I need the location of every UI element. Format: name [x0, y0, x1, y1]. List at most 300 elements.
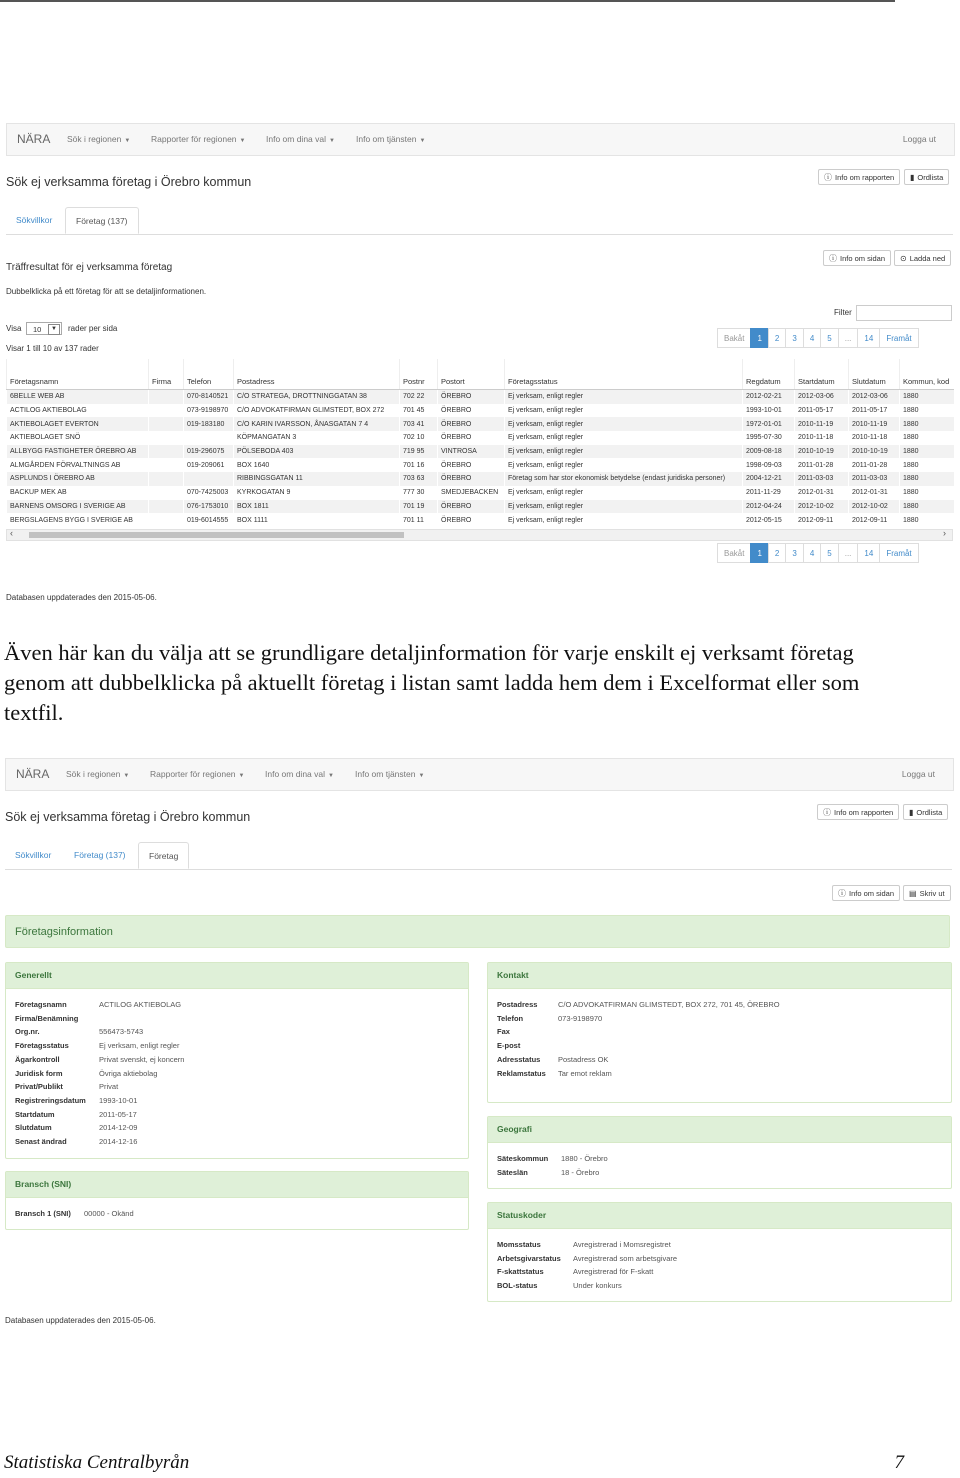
screenshot-company-detail — [5, 758, 953, 1330]
table-cell: 701 16 — [400, 458, 438, 472]
detail-row — [15, 1082, 455, 1092]
table-cell: 1880 — [900, 404, 954, 418]
table-row[interactable] — [7, 417, 954, 431]
table-cell: 2012-04-24 — [743, 500, 795, 514]
double-click-hint: Dubbelklicka på ett företag för att se detaljinformationen. — [6, 287, 207, 296]
download-icon: ⊙ — [900, 254, 907, 263]
table-cell: 701 45 — [400, 404, 438, 418]
book-icon: ▮ — [909, 808, 914, 817]
glossary-button[interactable]: ▮ Ordlista — [904, 169, 949, 185]
detail-label: Postadress — [497, 1000, 538, 1009]
col-firm[interactable]: Firma — [149, 359, 184, 390]
table-cell: 073-9198970 — [184, 404, 234, 418]
caret-down-icon: ▼ — [419, 138, 426, 144]
detail-value: 2011-05-17 — [99, 1109, 137, 1119]
table-cell: 1993-10-01 — [743, 404, 795, 418]
table-cell: Ej verksam, enligt regler — [505, 404, 743, 418]
detail-row — [15, 1123, 455, 1133]
detail-label: F-skattstatus — [497, 1267, 544, 1277]
table-row[interactable] — [7, 472, 954, 486]
scrollbar-thumb[interactable] — [29, 532, 404, 538]
info-report-button[interactable]: ⓘ Info om rapporten — [817, 804, 899, 820]
chevron-down-icon: ▼ — [48, 324, 60, 335]
page-2[interactable]: 2 — [768, 328, 786, 348]
table-cell: 1972-01-01 — [743, 417, 795, 431]
detail-row — [15, 1055, 455, 1065]
logout-link[interactable]: Logga ut — [901, 769, 935, 779]
table-row[interactable] — [7, 500, 954, 514]
table-cell: ALMGÅRDEN FÖRVALTNINGS AB — [7, 458, 149, 472]
table-cell: KYRKOGATAN 9 — [234, 486, 400, 500]
footer-organization: Statistiska Centralbyrån — [4, 1452, 190, 1473]
table-cell: 1880 — [900, 513, 954, 527]
table-cell: 2012-10-02 — [849, 500, 900, 514]
detail-value: Privat — [99, 1082, 119, 1092]
table-cell: BOX 1111 — [234, 513, 400, 527]
nav-service-info[interactable]: Info om tjänsten ▼ — [356, 134, 426, 144]
table-cell: ÖREBRO — [438, 500, 505, 514]
tab-bar — [5, 842, 952, 870]
table-cell: KÖPMANGATAN 3 — [234, 431, 400, 445]
col-address[interactable]: Postadress — [234, 359, 400, 390]
tab-companies[interactable]: Företag (137) — [74, 850, 126, 860]
detail-value: Under konkurs — [573, 1281, 622, 1291]
table-cell: 2011-05-17 — [849, 404, 900, 418]
rows-per-page-select[interactable]: 10 ▼ — [26, 322, 62, 335]
table-cell: 019-183180 — [184, 417, 234, 431]
panel-industry-title: Bransch (SNI) — [6, 1172, 468, 1198]
detail-label: BOL-status — [497, 1281, 538, 1291]
page-1[interactable]: 1 — [750, 543, 768, 563]
chevron-left-icon[interactable]: ‹ — [10, 528, 13, 538]
logout-link[interactable]: Logga ut — [902, 134, 936, 144]
table-cell: 2012-09-11 — [795, 513, 849, 527]
table-row[interactable] — [7, 445, 954, 459]
results-title: Träffresultat för ej verksamma företag — [6, 262, 173, 273]
table-cell: 2011-03-03 — [849, 472, 900, 486]
detail-row — [497, 1027, 937, 1037]
detail-label: Firma/Benämning — [15, 1013, 79, 1023]
table-cell: 719 95 — [400, 445, 438, 459]
detail-row — [15, 1041, 455, 1051]
table-cell: 701 11 — [400, 513, 438, 527]
table-cell: BOX 1640 — [234, 458, 400, 472]
table-cell: 701 19 — [400, 500, 438, 514]
detail-value: 00000 - Okänd — [84, 1209, 134, 1218]
col-reg-date[interactable]: Regdatum — [743, 359, 795, 390]
table-cell: Företag som har stor ekonomisk betydelse (endast juridiska personer) — [505, 472, 743, 486]
table-row[interactable] — [7, 404, 954, 418]
tab-search-criteria[interactable]: Sökvillkor — [16, 215, 53, 225]
table-cell — [149, 390, 184, 404]
nav-search-region[interactable]: Sök i regionen ▼ — [67, 134, 131, 144]
brand-logo[interactable]: NÄRA — [17, 132, 51, 146]
table-cell: 2011-03-03 — [795, 472, 849, 486]
tab-search-criteria[interactable]: Sökvillkor — [15, 850, 52, 860]
detail-label: Privat/Publikt — [15, 1082, 63, 1092]
page-4[interactable]: 4 — [803, 328, 821, 348]
table-row[interactable] — [7, 486, 954, 500]
page-14[interactable]: 14 — [857, 543, 880, 563]
glossary-button[interactable]: ▮ Ordlista — [903, 804, 948, 820]
company-info-header: Företagsinformation — [5, 915, 950, 948]
db-updated-note: Databasen uppdaterades den 2015-05-06. — [6, 593, 157, 602]
detail-label: Företagsnamn — [15, 1000, 67, 1009]
info-page-button[interactable]: ⓘ Info om sidan — [823, 250, 891, 266]
table-cell — [149, 486, 184, 500]
table-cell: Ej verksam, enligt regler — [505, 431, 743, 445]
detail-label: Säteskommun — [497, 1154, 549, 1163]
table-cell: 702 22 — [400, 390, 438, 404]
detail-label: Ägarkontroll — [15, 1054, 60, 1064]
detail-row — [15, 1137, 455, 1147]
tab-companies[interactable]: Företag (137) — [65, 207, 139, 234]
filter-label: Filter — [834, 308, 852, 317]
table-cell: 2011-01-28 — [795, 458, 849, 472]
table-cell: 2010-11-18 — [795, 431, 849, 445]
table-cell: BERGSLAGENS BYGG I SVERIGE AB — [7, 513, 149, 527]
table-cell: 702 10 — [400, 431, 438, 445]
table-cell: 1880 — [900, 390, 954, 404]
table-cell: ÖREBRO — [438, 472, 505, 486]
table-header-row — [7, 359, 954, 390]
table-cell: 2010-10-19 — [795, 445, 849, 459]
table-cell: 777 30 — [400, 486, 438, 500]
nav-choice-info[interactable]: Info om dina val ▼ — [265, 769, 334, 779]
table-cell: 1998-09-03 — [743, 458, 795, 472]
table-cell — [149, 417, 184, 431]
table-cell: 703 63 — [400, 472, 438, 486]
detail-label: Reklamstatus — [497, 1068, 546, 1078]
panel-geography — [487, 1116, 952, 1189]
brand-logo[interactable]: NÄRA — [16, 767, 50, 781]
col-company-name[interactable]: Företagsnamn — [7, 359, 149, 390]
page-14[interactable]: 14 — [857, 328, 880, 348]
table-cell: Ej verksam, enligt regler — [505, 500, 743, 514]
book-icon: ▮ — [910, 173, 915, 182]
table-cell: Ej verksam, enligt regler — [505, 458, 743, 472]
detail-row — [497, 1041, 937, 1051]
table-cell: 2004-12-21 — [743, 472, 795, 486]
info-report-button[interactable]: ⓘ Info om rapporten — [818, 169, 900, 185]
table-cell: 2012-03-06 — [849, 390, 900, 404]
showing-count: Visar 1 till 10 av 137 rader — [6, 344, 99, 353]
nav-reports-region[interactable]: Rapporter för regionen ▼ — [151, 134, 246, 144]
page-title: Sök ej verksamma företag i Örebro kommun — [5, 810, 251, 824]
filter-input[interactable] — [856, 305, 952, 321]
tab-company-detail[interactable]: Företag — [138, 842, 189, 869]
caret-down-icon: ▼ — [238, 773, 245, 779]
table-cell: ÖREBRO — [438, 513, 505, 527]
table-cell: 1880 — [900, 500, 954, 514]
db-updated-note: Databasen uppdaterades den 2015-05-06. — [5, 1316, 156, 1325]
pagination-bottom — [718, 543, 919, 563]
caret-down-icon: ▼ — [329, 138, 335, 144]
table-cell: 2012-03-06 — [795, 390, 849, 404]
table-cell — [184, 472, 234, 486]
table-cell — [149, 404, 184, 418]
nav-search-region[interactable]: Sök i regionen ▼ — [66, 769, 130, 779]
table-cell: 1995-07-30 — [743, 431, 795, 445]
detail-row — [497, 1014, 937, 1024]
detail-label: Registreringsdatum — [15, 1095, 86, 1105]
detail-label: Momsstatus — [497, 1240, 541, 1249]
print-button[interactable]: ▤ Skriv ut — [903, 885, 951, 901]
detail-label: Adresstatus — [497, 1054, 541, 1064]
detail-value: 1880 - Örebro — [561, 1154, 608, 1163]
detail-label: Bransch 1 (SNI) — [15, 1209, 71, 1218]
table-cell: 019-209061 — [184, 458, 234, 472]
detail-value: 18 - Örebro — [561, 1167, 600, 1177]
page-1[interactable]: 1 — [750, 328, 768, 348]
nav-choice-info[interactable]: Info om dina val ▼ — [266, 134, 335, 144]
table-cell: VINTROSA — [438, 445, 505, 459]
table-cell: ÖREBRO — [438, 431, 505, 445]
info-page-button[interactable]: ⓘ Info om sidan — [832, 885, 900, 901]
panel-contact-title: Kontakt — [488, 963, 951, 989]
page-next[interactable]: Framåt — [879, 543, 918, 563]
page-next[interactable]: Framåt — [879, 328, 918, 348]
detail-value: 2014-12-09 — [99, 1123, 138, 1133]
table-row[interactable] — [7, 390, 954, 404]
table-cell: Ej verksam, enligt regler — [505, 390, 743, 404]
table-cell: ÖREBRO — [438, 458, 505, 472]
table-cell — [149, 431, 184, 445]
caret-down-icon: ▼ — [123, 773, 130, 779]
detail-value: 2014-12-16 — [99, 1137, 138, 1146]
rows-per-page-label: rader per sida — [68, 324, 118, 333]
detail-value: Övriga aktiebolag — [99, 1068, 158, 1078]
footer-page-number: 7 — [894, 1452, 904, 1473]
table-cell: 019-6014555 — [184, 513, 234, 527]
table-cell: 703 41 — [400, 417, 438, 431]
detail-value: C/O ADVOKATFIRMAN GLIMSTEDT, BOX 272, 701 45, ÖREBRO — [558, 1000, 780, 1009]
table-cell: 070-8140521 — [184, 390, 234, 404]
detail-row — [497, 1281, 937, 1291]
nav-service-info[interactable]: Info om tjänsten ▼ — [355, 769, 425, 779]
detail-row — [15, 1209, 455, 1219]
table-cell — [149, 458, 184, 472]
table-cell: Ej verksam, enligt regler — [505, 445, 743, 459]
panel-contact — [487, 962, 952, 1103]
table-cell: ALLBYGG FASTIGHETER ÖREBRO AB — [7, 445, 149, 459]
panel-general — [5, 962, 469, 1159]
table-cell: 2010-11-18 — [849, 431, 900, 445]
page-ellipsis: ... — [838, 543, 859, 563]
table-cell: AKTIEBOLAGET SNÖ — [7, 431, 149, 445]
col-start-date[interactable]: Startdatum — [795, 359, 849, 390]
body-paragraph: Även här kan du välja att se grundligare detaljinformation för varje enskilt ej verksamt företag genom att dubbelklicka på aktuellt företag i listan samt ladda hem dem i Excelformat eller som textfil. — [4, 640, 860, 725]
print-icon: ▤ — [909, 889, 917, 898]
detail-row — [15, 1096, 455, 1106]
nav-reports-region[interactable]: Rapporter för regionen ▼ — [150, 769, 245, 779]
page-prev[interactable]: Bakåt — [717, 543, 751, 563]
table-cell: 2012-05-15 — [743, 513, 795, 527]
detail-value: Avregistrerad som arbetsgivare — [573, 1253, 678, 1263]
table-cell: 1880 — [900, 458, 954, 472]
table-cell: 070-7425003 — [184, 486, 234, 500]
detail-label: Juridisk form — [15, 1068, 63, 1078]
table-cell: 2011-01-28 — [849, 458, 900, 472]
detail-value: Postadress OK — [558, 1054, 609, 1064]
detail-value: Tar emot reklam — [558, 1068, 612, 1078]
detail-row — [497, 1154, 937, 1164]
info-icon: ⓘ — [823, 808, 831, 817]
table-cell: 2012-01-31 — [849, 486, 900, 500]
detail-value: Avregistrerad i Momsregistret — [573, 1240, 671, 1249]
table-cell: 2012-09-11 — [849, 513, 900, 527]
table-cell — [149, 513, 184, 527]
detail-row — [15, 1014, 455, 1024]
table-cell — [149, 500, 184, 514]
rows-per-page-control — [6, 324, 146, 336]
info-icon: ⓘ — [829, 254, 837, 263]
table-cell: 2012-01-31 — [795, 486, 849, 500]
table-row[interactable] — [7, 431, 954, 445]
detail-row — [497, 1055, 937, 1065]
info-icon: ⓘ — [824, 173, 832, 182]
detail-row — [497, 1000, 937, 1010]
table-cell: BOX 1811 — [234, 500, 400, 514]
navbar — [5, 758, 954, 791]
caret-down-icon: ▼ — [239, 138, 246, 144]
table-cell: 1880 — [900, 431, 954, 445]
table-cell: AKTIEBOLAGET EVERTON — [7, 417, 149, 431]
detail-value: 073-9198970 — [558, 1013, 603, 1023]
detail-value: Ej verksam, enligt regler — [99, 1041, 180, 1051]
table-cell: 1880 — [900, 417, 954, 431]
table-cell — [149, 472, 184, 486]
panel-status-title: Statuskoder — [488, 1203, 951, 1229]
detail-row — [15, 1110, 455, 1120]
col-city[interactable]: Postort — [438, 359, 505, 390]
table-cell: 2010-11-19 — [849, 417, 900, 431]
table-row[interactable] — [7, 513, 954, 527]
col-status[interactable]: Företagsstatus — [505, 359, 743, 390]
page-5[interactable]: 5 — [820, 328, 838, 348]
table-cell: Ej verksam, enligt regler — [505, 513, 743, 527]
table-cell: RIBBINGSGATAN 11 — [234, 472, 400, 486]
caret-down-icon: ▼ — [124, 138, 131, 144]
page-3[interactable]: 3 — [785, 543, 803, 563]
detail-label: Startdatum — [15, 1109, 55, 1119]
caret-down-icon: ▼ — [328, 773, 334, 779]
page-3[interactable]: 3 — [785, 328, 803, 348]
table-cell: C/O STRATEGA, DROTTNINGGATAN 38 — [234, 390, 400, 404]
detail-label: Telefon — [497, 1013, 524, 1023]
detail-label: Org.nr. — [15, 1027, 40, 1037]
col-zip[interactable]: Postnr — [400, 359, 438, 390]
table-cell: SMEDJEBACKEN — [438, 486, 505, 500]
panel-general-title: Generellt — [6, 963, 468, 989]
chevron-right-icon[interactable]: › — [943, 528, 946, 538]
navbar — [6, 123, 955, 156]
horizontal-scrollbar[interactable] — [6, 529, 953, 541]
table-cell: 1880 — [900, 486, 954, 500]
table-cell: 2011-05-17 — [795, 404, 849, 418]
table-cell: 2012-02-21 — [743, 390, 795, 404]
table-cell: BARNENS OMSORG I SVERIGE AB — [7, 500, 149, 514]
detail-label: Arbetsgivarstatus — [497, 1253, 561, 1263]
companies-table — [6, 359, 954, 527]
panel-industry — [5, 1171, 469, 1230]
table-cell: ÖREBRO — [438, 417, 505, 431]
table-cell: C/O KARIN IVARSSON, ÅNASGATAN 7 4 — [234, 417, 400, 431]
detail-value: Avregistrerad för F-skatt — [573, 1267, 654, 1277]
detail-row — [15, 1027, 455, 1037]
table-cell: PÖLSEBODA 403 — [234, 445, 400, 459]
table-cell: 2009-08-18 — [743, 445, 795, 459]
detail-row — [497, 1240, 937, 1250]
col-end-date[interactable]: Slutdatum — [849, 359, 900, 390]
page-2[interactable]: 2 — [768, 543, 786, 563]
table-cell: ACTILOG AKTIEBOLAG — [7, 404, 149, 418]
screenshot-company-list — [6, 123, 954, 608]
table-cell: 019-296075 — [184, 445, 234, 459]
table-cell — [184, 431, 234, 445]
detail-value: Privat svenskt, ej koncern — [99, 1054, 185, 1064]
caret-down-icon: ▼ — [418, 773, 425, 779]
top-rule — [0, 0, 895, 2]
table-cell: ASPLUNDS I ÖREBRO AB — [7, 472, 149, 486]
detail-label: Slutdatum — [15, 1123, 52, 1133]
table-cell: ÖREBRO — [438, 404, 505, 418]
table-cell: 2012-10-02 — [795, 500, 849, 514]
detail-label: Företagsstatus — [15, 1041, 69, 1051]
table-cell — [149, 445, 184, 459]
table-cell: 076-1753010 — [184, 500, 234, 514]
detail-row — [497, 1168, 937, 1178]
detail-row — [497, 1069, 937, 1079]
page-ellipsis: ... — [838, 328, 859, 348]
table-cell: 6BELLE WEB AB — [7, 390, 149, 404]
info-icon: ⓘ — [838, 889, 846, 898]
download-button[interactable]: ⊙ Ladda ned — [894, 250, 951, 266]
page-4[interactable]: 4 — [803, 543, 821, 563]
table-row[interactable] — [7, 458, 954, 472]
detail-label: Säteslän — [497, 1167, 528, 1177]
detail-label: E-post — [497, 1041, 521, 1051]
panel-geography-title: Geografi — [488, 1117, 951, 1143]
page-5[interactable]: 5 — [820, 543, 838, 563]
pagination-top — [718, 328, 919, 348]
table-cell: 2011-11-29 — [743, 486, 795, 500]
detail-label: Fax — [497, 1027, 510, 1037]
table-cell: 1880 — [900, 445, 954, 459]
detail-value: 556473-5743 — [99, 1027, 144, 1037]
table-cell: Ej verksam, enligt regler — [505, 486, 743, 500]
col-phone[interactable]: Telefon — [184, 359, 234, 390]
detail-label: Senast ändrad — [15, 1137, 67, 1146]
panel-status-codes — [487, 1202, 952, 1302]
detail-row — [15, 1069, 455, 1079]
tab-bar — [6, 207, 953, 235]
table-cell: 2010-10-19 — [849, 445, 900, 459]
table-cell: C/O ADVOKATFIRMAN GLIMSTEDT, BOX 272 — [234, 404, 400, 418]
detail-value: ACTILOG AKTIEBOLAG — [99, 1000, 182, 1009]
col-municipality-code[interactable]: Kommun, kod — [900, 359, 954, 390]
page-prev[interactable]: Bakåt — [717, 328, 751, 348]
page-title: Sök ej verksamma företag i Örebro kommun — [6, 175, 252, 189]
detail-row — [497, 1267, 937, 1277]
detail-row — [497, 1254, 937, 1264]
table-cell: 2010-11-19 — [795, 417, 849, 431]
show-label: Visa — [6, 324, 22, 333]
detail-value: 1993-10-01 — [99, 1095, 138, 1105]
table-cell: 1880 — [900, 472, 954, 486]
table-cell: ÖREBRO — [438, 390, 505, 404]
table-cell: BACKUP MEK AB — [7, 486, 149, 500]
